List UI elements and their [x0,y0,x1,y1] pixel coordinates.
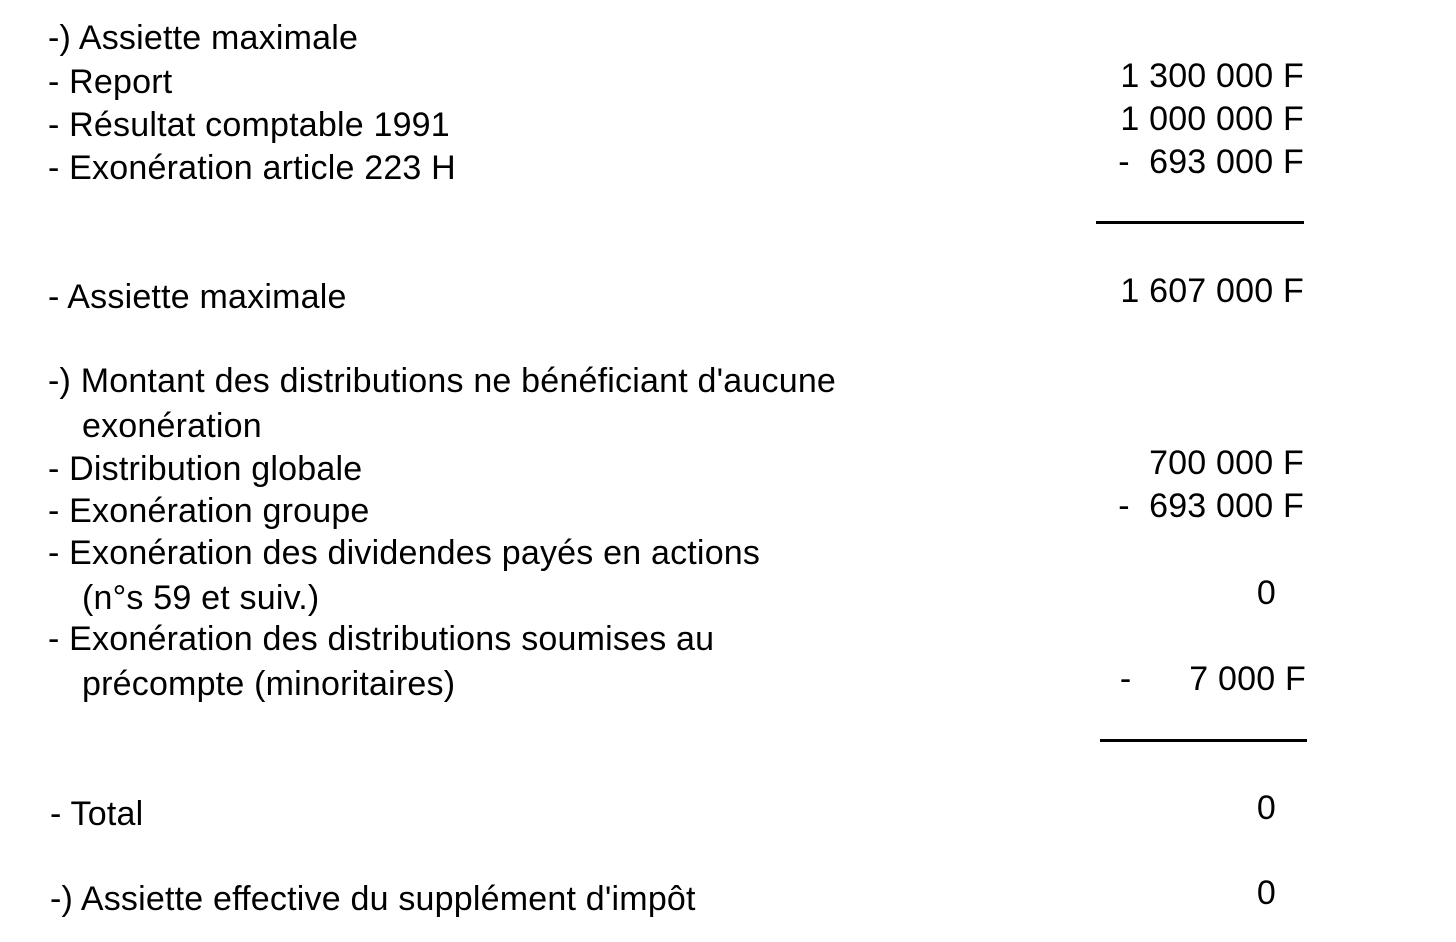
row-label-exoneration-precompte-line2: précompte (minoritaires) [82,665,456,703]
row-value-distribution-globale: 700 000 F [1149,444,1304,482]
section-heading-montant-distributions: -) Montant des distributions ne bénéficiant d'aucune [48,362,837,400]
total-label-assiette-maximale: - Assiette maximale [48,278,347,316]
section-heading-montant-distributions-line2: exonération [82,407,262,445]
total-value-total: 0 [1256,789,1276,827]
subtotal-rule-1 [1096,221,1304,224]
row-label-report: - Report [48,63,173,101]
row-value-exoneration-223h: - 693 000 F [1118,143,1304,181]
row-label-exoneration-223h: - Exonération article 223 H [48,149,456,187]
row-value-exoneration-dividendes: 0 [1256,574,1276,612]
row-value-exoneration-precompte: - 7 000 F [1119,660,1306,698]
row-label-exoneration-precompte: - Exonération des distributions soumises au [48,620,715,658]
row-value-report: 1 300 000 F [1120,57,1304,95]
assiette-effective-value: 0 [1256,874,1276,912]
row-label-distribution-globale: - Distribution globale [48,450,363,488]
row-label-exoneration-groupe: - Exonération groupe [48,492,370,530]
row-label-exoneration-dividendes: - Exonération des dividendes payés en actions [48,534,761,572]
section-heading-assiette-maximale: -) Assiette maximale [48,19,359,57]
assiette-effective-label: -) Assiette effective du supplément d'impôt [50,880,696,918]
row-label-resultat-comptable: - Résultat comptable 1991 [48,106,450,144]
total-label-total: - Total [50,795,144,833]
row-value-resultat-comptable: 1 000 000 F [1120,100,1304,138]
row-value-exoneration-groupe: - 693 000 F [1118,487,1304,525]
total-value-assiette-maximale: 1 607 000 F [1120,272,1304,310]
subtotal-rule-2 [1100,739,1307,742]
row-label-exoneration-dividendes-line2: (n°s 59 et suiv.) [82,579,320,617]
